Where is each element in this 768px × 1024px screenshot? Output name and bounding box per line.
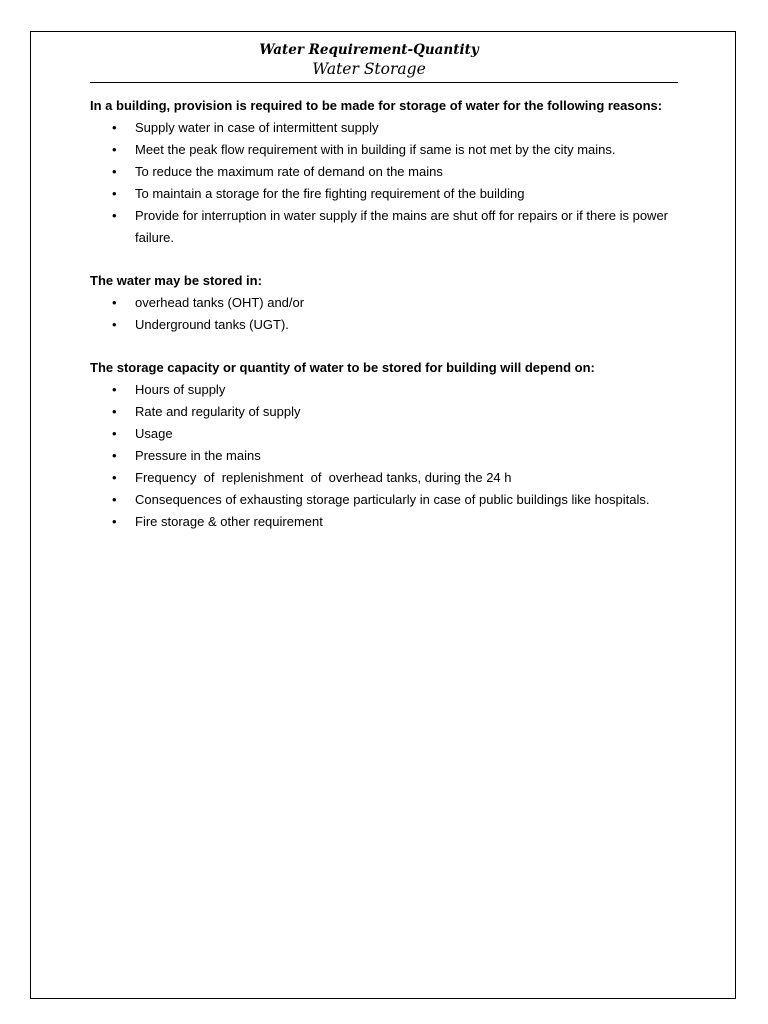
bullet-icon: • <box>112 142 117 157</box>
list-item <box>90 161 690 183</box>
list-item-text: Frequency of replenishment of overhead tanks, during the 24 h <box>135 470 512 485</box>
section-heading: The storage capacity or quantity of water to be stored for building will depend on: <box>90 360 595 375</box>
bullet-icon: • <box>112 426 117 441</box>
document-header <box>60 42 678 79</box>
section-heading: In a building, provision is required to be made for storage of water for the following reasons: <box>90 98 663 113</box>
list-item-text: Hours of supply <box>135 382 226 397</box>
bullet-icon: • <box>112 208 117 223</box>
list-item <box>90 423 690 445</box>
list-item <box>90 445 690 467</box>
list-item-text: Rate and regularity of supply <box>135 404 301 419</box>
bullet-icon: • <box>112 164 117 179</box>
bullet-icon: • <box>112 317 117 332</box>
list-item <box>90 292 690 314</box>
header-divider <box>90 82 678 83</box>
bullet-icon: • <box>112 382 117 397</box>
document-title: Water Storage <box>312 60 426 78</box>
list-item <box>90 379 690 401</box>
bullet-icon: • <box>112 470 117 485</box>
bullet-list <box>90 117 690 249</box>
document-body <box>90 95 690 533</box>
list-item-text: To maintain a storage for the fire fighting requirement of the building <box>135 186 525 201</box>
list-item-text: Provide for interruption in water supply if the mains are shut off for repairs or if there is power failure. <box>135 208 669 245</box>
bullet-icon: • <box>112 120 117 135</box>
list-item-text: Pressure in the mains <box>135 448 261 463</box>
bullet-icon: • <box>112 186 117 201</box>
bullet-icon: • <box>112 448 117 463</box>
list-item <box>90 314 690 336</box>
section-storage-capacity <box>90 357 690 533</box>
bullet-list <box>90 292 690 336</box>
list-item-text: Supply water in case of intermittent supply <box>135 120 379 135</box>
list-item-text: Underground tanks (UGT). <box>135 317 289 332</box>
list-item-text: Consequences of exhausting storage particularly in case of public buildings like hospitals. <box>135 492 650 507</box>
list-item-text: Meet the peak flow requirement with in building if same is not met by the city mains. <box>135 142 616 157</box>
section-storage-reasons <box>90 95 690 249</box>
section-heading: The water may be stored in: <box>90 273 262 288</box>
list-item <box>90 117 690 139</box>
list-item <box>90 139 690 161</box>
list-item <box>90 205 690 249</box>
list-item <box>90 511 690 533</box>
list-item-text: To reduce the maximum rate of demand on the mains <box>135 164 443 179</box>
section-storage-locations <box>90 270 690 336</box>
list-item-text: overhead tanks (OHT) and/or <box>135 295 305 310</box>
bullet-list <box>90 379 690 533</box>
bullet-icon: • <box>112 492 117 507</box>
list-item <box>90 401 690 423</box>
list-item <box>90 467 690 489</box>
section-spacer <box>90 249 690 270</box>
list-item <box>90 489 690 511</box>
bullet-icon: • <box>112 514 117 529</box>
list-item-text: Usage <box>135 426 173 441</box>
list-item-text: Fire storage & other requirement <box>135 514 323 529</box>
section-spacer <box>90 336 690 357</box>
document-supertitle: Water Requirement-Quantity <box>259 42 479 58</box>
list-item <box>90 183 690 205</box>
bullet-icon: • <box>112 295 117 310</box>
bullet-icon: • <box>112 404 117 419</box>
